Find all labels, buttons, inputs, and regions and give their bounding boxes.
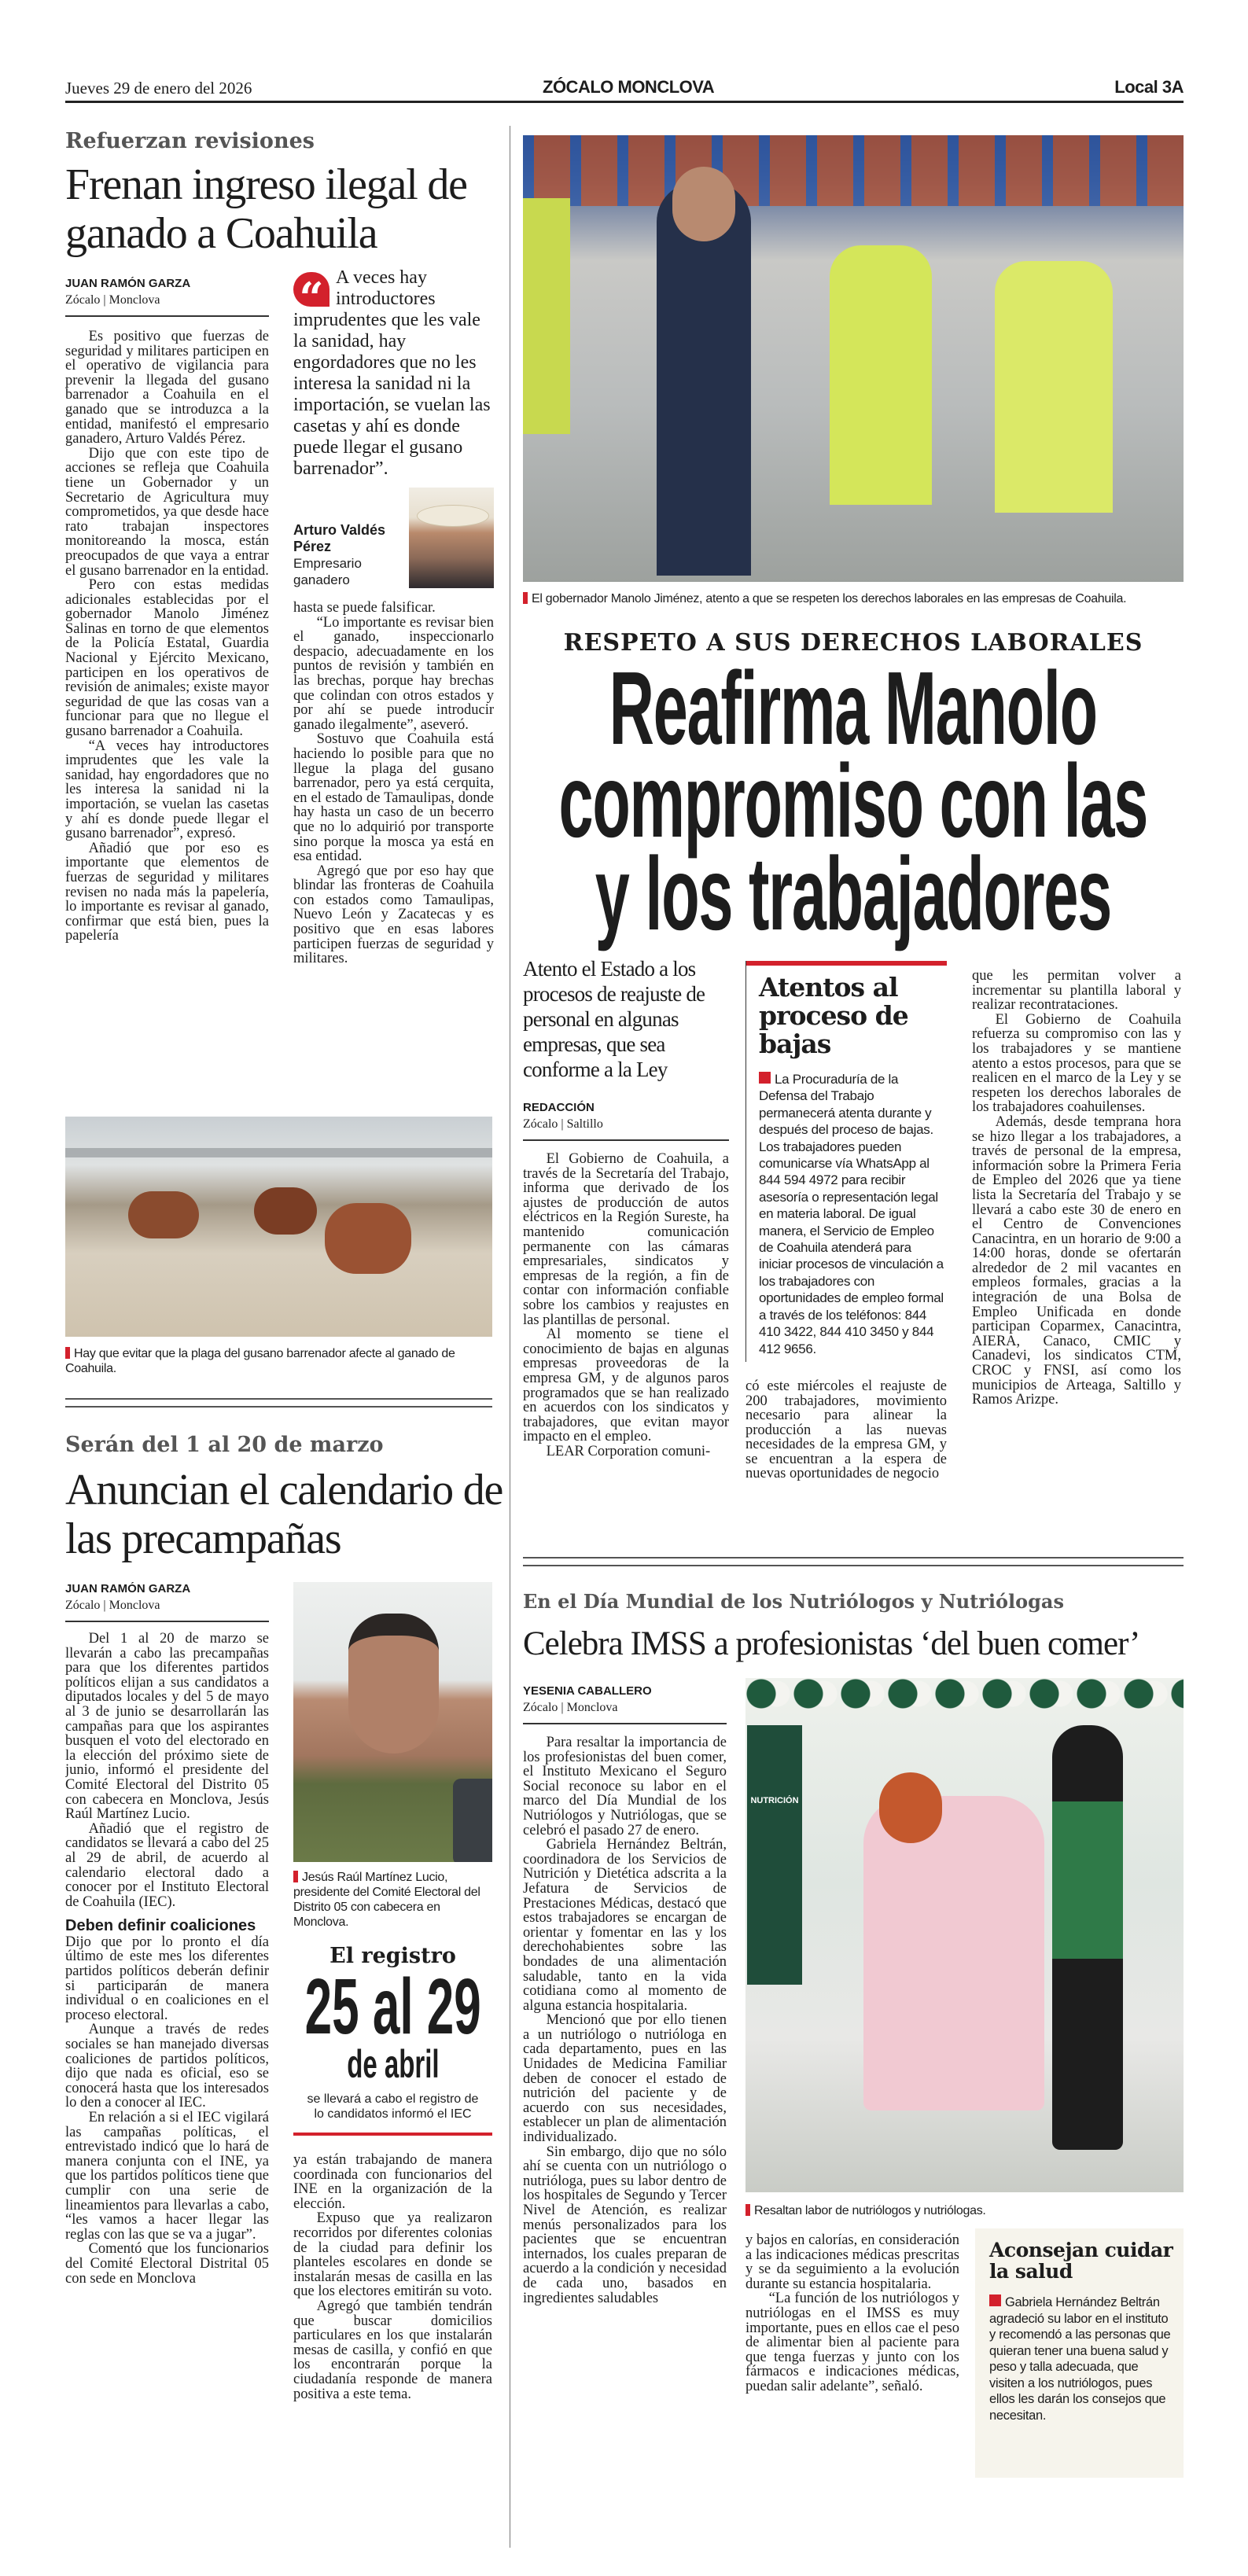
header-rule	[65, 101, 1184, 103]
quote-mark-icon: “	[293, 272, 329, 307]
bullet-square	[989, 2294, 1001, 2306]
column-b-stack	[293, 1582, 492, 2478]
paragraph-group	[65, 1632, 269, 1909]
paragraph: “A veces hay introductores imprudentes que les vale la sanidad, hay engordadores que no les interesa la sanidad ni la importación, se vuelan las casetas y ahí es donde puede llegar el gusano barrenador”, expresó.	[65, 738, 269, 842]
subheading: Deben definir coaliciones	[65, 1917, 256, 1935]
quote-attribution	[293, 522, 396, 588]
headline[interactable]: Frenan ingreso ilegal de ganado a Coahuila	[65, 160, 467, 258]
governor-figure	[657, 182, 751, 576]
paragraph: Pero con estas medidas adicionales establecidas por el gobernador Manolo Jiménez Salinas en torno de que elementos de la Policía Estatal, Guardia Nacional y Ejército Mexicano, participen en los operativos de revisión de animales; existe mayor seguridad de que las cosas van a funcionar para que no llegue el gusano barrenador a Coahuila.	[65, 577, 269, 740]
sidebar-title: Atentos al proceso de bajas	[759, 972, 908, 1059]
cow-shape	[128, 1191, 199, 1238]
paragraph: Del 1 al 20 de marzo se llevarán a cabo las precampañas para que los diferentes partidos políticos elijan a sus candidatos a diputados locales y del 5 de mayo al 3 de junio se desarrollarán las campañas para que los aspirantes busquen el voto del electorado en la elección del próximo siete de junio, informó el presidente del Comité Electoral del Distrito 05 con cabecera en Monclova, Jesús Raúl Martínez Lucio.	[65, 1631, 269, 1823]
caption-marker	[65, 1347, 70, 1359]
imss-banner	[747, 1725, 802, 1985]
worker-vest	[523, 198, 570, 434]
sidebar-body	[746, 1058, 947, 1357]
paragraph: hasta se puede falsificar.	[293, 600, 436, 616]
paragraph: ya están trabajando de manera coordinada con funcionarios del INE en la organización de la elección.	[293, 2152, 492, 2212]
edition-date: Jueves 29 de enero del 2026	[65, 79, 252, 98]
kicker: Refuerzan revisiones	[65, 129, 315, 153]
dateline: Zócalo | Monclova	[523, 1701, 618, 1714]
callout-text: se llevará a cabo el registro de lo candidatos informó el IEC	[307, 2092, 479, 2121]
callout-red-rule	[293, 2133, 492, 2136]
kicker: Serán del 1 al 20 de marzo	[65, 1433, 384, 1457]
byline	[523, 1684, 727, 1724]
paragraph: LEAR Corporation comuni-	[546, 1443, 711, 1459]
photo-cattle	[65, 1117, 492, 1337]
paragraph: Agregó que por eso hay que blindar las fronteras de Coahuila con estados como Tamaulipas, Nuevo León y Zacatecas y es positivo que en esas labores participen fuerzas de seguridad y militares.	[293, 863, 494, 967]
paragraph: Al momento se tiene el conocimiento de bajas en algunas empresas proveedoras de la empresa GM, y de algunos paros programados que se han realizado en acuerdos con los sindicatos y trabajadores, que evitan mayor impacto en el empleo.	[523, 1327, 729, 1445]
author: YESENIA CABALLERO	[523, 1684, 652, 1698]
photo-caption	[293, 1870, 492, 1930]
body-column-1	[523, 1152, 729, 1459]
photo-governor-workers	[523, 135, 1184, 582]
paragraph: Gabriela Hernández Beltrán, coordinadora de los Servicios de Nutrición y Dietética adscrita a la Jefatura de Servicios de Prestaciones Médicas, destacó que estos trabajadores se encargan de orientar y fomentar en las y los derechohabientes sobre las bondades de una alimentación saludable, tanto en la vida cotidiana como al momento de alguna estancia hospitalaria.	[523, 1837, 727, 2014]
fence-rail	[65, 1148, 492, 1157]
callout-big	[293, 1963, 492, 2051]
paragraph: Para resaltar la importancia de los profesionistas del buen comer, el Instituto Mexicano el Seguro Social reconoce su labor en el marco del Día Mundial de los Nutriólogos y Nutriólogas, que se celebró el pasado 27 de enero.	[523, 1735, 727, 1838]
balloon-garland	[745, 1678, 1184, 1709]
caption-marker	[745, 2204, 750, 2216]
paragraph: Sostuvo que Coahuila está haciendo lo posible para que no llegue la plaga del gusano barrenador, pero ya está cerquita, en el estado de Tamaulipas, donde hay hasta un caso de un becerro que no lo adquirió por transporte sino porque la mosca ya está en esa entidad.	[293, 731, 494, 865]
caption-marker	[523, 592, 528, 604]
paragraph: El Gobierno de Coahuila, a través de la Secretaría del Trabajo, informa que derivado de los ajustes de producción de autos eléctricos en la Región Sureste, ha mantenido comunicación permanente con las cámaras empresariales, sindicatos y empresas de la región, a fin de contar con información confiable sobre los cambios y reajustes en las plantillas de personal.	[523, 1151, 729, 1328]
kicker: RESPETO A SUS DERECHOS LABORALES	[563, 629, 1143, 657]
paragraph: El Gobierno de Coahuila refuerza su compromiso con las y los trabajadores y se mantiene atento a estos procesos, para que se realicen en el marco de la Ley y se respeten los derechos laborales de los trabajadores coahuilenses.	[972, 1011, 1181, 1116]
body-column-b	[293, 2153, 492, 2401]
quote-attribution-row	[293, 488, 494, 588]
photo-nutrition-module	[745, 1678, 1184, 2192]
callout-label: El registro	[329, 1944, 456, 1968]
section-double-rule	[523, 1557, 1184, 1566]
headline-line-text: compromiso con las	[558, 743, 1148, 859]
byline	[65, 277, 269, 317]
byline	[65, 1582, 269, 1622]
paragraph: “Lo importante es revisar bien el ganado, inspeccionarlo despacio, adecuadamente en los puntos de revisión y también en las brechas, porque hay brechas que colindan con otros estados y por ahí se puede introducir ganado ilegalmente”, aseveró.	[293, 614, 494, 733]
quote-role: Empresario ganadero	[293, 556, 362, 587]
pull-quote	[293, 267, 494, 480]
body-column-3	[972, 969, 1181, 1536]
face-shape	[348, 1614, 439, 1754]
photo-jesus-raul-martinez	[293, 1582, 492, 1862]
body-column-b	[293, 601, 494, 966]
column-2-stack	[745, 961, 947, 1536]
deck: Atento el Estado a los procesos de reajuste de personal en algunas empresas, que sea conforme a la Ley	[523, 957, 705, 1081]
microphone-phone	[453, 1779, 492, 1862]
sidebar-atentos	[745, 961, 947, 1362]
callout-sub-big-text: de abril	[346, 2042, 440, 2086]
paragraph: que les permitan volver a incrementar su plantilla laboral y realizar recontrataciones.	[972, 969, 1181, 1014]
dateline: Zócalo | Saltillo	[523, 1117, 603, 1131]
worker-vest	[830, 245, 932, 505]
caption-marker	[293, 1871, 298, 1882]
paragraph: Aunque a través de redes sociales se han manejado diversas coaliciones de partidos políticos, dijo que nada es oficial, eso se conocerá hasta que los interesados lo den a conocer al IEC.	[65, 2022, 269, 2111]
dateline: Zócalo | Monclova	[65, 293, 160, 307]
body-column-2	[745, 2233, 959, 2478]
photo-caption	[523, 591, 1184, 606]
headline-line-text: Reafirma Manolo	[609, 650, 1098, 766]
paragraph: Añadió que el registro de candidatos se llevará a cabo del 25 al 29 de abril, de acuerdo al calendario electoral dado a conocer por el Instituto Electoral de Coahuila (IEC).	[65, 1820, 269, 1910]
dateline: Zócalo | Monclova	[65, 1599, 160, 1612]
paragraph: Añadió que por eso es importante que elementos de fuerzas de seguridad y militares revisen no nada más la papelería, lo importante es revisar al ganado, confirmar que está bien, pues la papelería	[65, 840, 269, 944]
body-column-a	[65, 329, 269, 944]
sidebar-text: Gabriela Hernández Beltrán agradeció su labor en el instituto y recomendó a las personas que quieran tener una buena salud y peso y talla adecuada, que visiten a los nutriólogos, pues ellos les darán los consejos que necesitan.	[989, 2295, 1171, 2423]
warehouse-shelves	[523, 135, 1184, 206]
column-a-stack	[65, 277, 269, 1099]
quote-name: Arturo Valdés Pérez	[293, 522, 386, 554]
paragraph: Es positivo que fuerzas de seguridad y militares participen en el operativo de vigilancia para prevenir la llegada del gusano barrenador a Coahuila en el ganado que se introduzca a la entidad, manifestó el empresario ganadero, Arturo Valdés Pérez.	[65, 329, 269, 447]
column-a-stack	[65, 1582, 269, 2478]
caption-text: Resaltan labor de nutriólogos y nutriólogas.	[754, 2204, 986, 2217]
headline[interactable]: Anuncian el calendario de las precampañas	[65, 1466, 503, 1563]
body-column-2	[745, 1379, 947, 1481]
newspaper-name: ZÓCALO MONCLOVA	[543, 77, 715, 97]
column-b-stack	[293, 267, 494, 1099]
paragraph: Dijo que con este tipo de acciones se refleja que Coahuila tiene un Gobernador y un Secretario de Agricultura muy comprometidos, ya que desde hace rato trabajan inspectores monitoreando la mosca, están preocupados de que vaya a entrar el gusano barrenador en la entidad.	[65, 445, 269, 579]
caption-text: Hay que evitar que la plaga del gusano barrenador afecte al ganado de Coahuila.	[65, 1347, 455, 1375]
paragraph: Además, desde temprana hora se hizo llegar a los trabajadores, a través de personal de la empresa, información sobre la Primera Feria de Empleo del 2026 que ya tiene lista la Secretaría del Trabajo y se llevará a cabo este 30 de enero en el Centro de Convenciones Canacintra, en un horario de 9:00 a 14:00 horas, donde se ofertarán alrededor de 2 mil vacantes en empleos formales, gracias a la integración de una Bolsa de Empleo Unificada en donde participan Coparmex, Canacintra, AIERA, Canaco, CMIC y Canadevi, los sindicatos CTM, CROC y FNSI, así como los municipios de Arteaga, Saltillo y Ramos Arizpe.	[972, 1113, 1181, 1408]
paragraph: En relación a si el IEC vigilará las campañas políticas, el entrevistado indicó que lo hará de manera conjunta con el INE, ya que los partidos políticos tiene que cumplir con una serie de lineamientos para llevarlas a cabo, “les vamos a hacer llegar las reglas con las que se va a jugar”.	[65, 2110, 269, 2243]
section-double-rule	[65, 1398, 492, 1408]
date-callout	[293, 1944, 492, 2136]
caption-text: El gobernador Manolo Jiménez, atento a que se respeten los derechos laborales en las empresas de Coahuila.	[532, 592, 1127, 605]
headline-line-text: y los trabajadores	[595, 836, 1112, 951]
author: JUAN RAMÓN GARZA	[65, 277, 191, 290]
sidebar-title: Aconsejan cuidar la salud	[989, 2239, 1173, 2283]
hat-shape	[417, 505, 489, 527]
headline-line	[523, 743, 1184, 859]
caption-text: Jesús Raúl Martínez Lucio, presidente del Comité Electoral del Distrito 05 con cabecera en Monclova.	[293, 1871, 480, 1929]
paragraph: Sin embargo, dijo que no sólo ahí se cuenta con un nutriólogo o nutrióloga, pues su labor dentro de los hospitales de Segundo y Tercer Nivel de Atención, es realizar menús personalizados para los pacientes que se encuentran internados, los cuales preparan de acuerdo a la condición y necesidad de cada uno, basados en ingredientes saludables	[523, 2144, 727, 2306]
portrait-arturo-valdes	[409, 488, 494, 588]
cow-shape	[325, 1203, 411, 1274]
author: JUAN RAMÓN GARZA	[65, 1582, 191, 1595]
paragraph: Expuso que ya realizaron recorridos por diferentes colonias de la ciudad para definir los planteles escolares en donde se instalarán mesas de casilla en las que los electores emitirán su voto.	[293, 2210, 492, 2300]
byline-rule	[65, 315, 269, 317]
column-1-stack	[523, 1684, 727, 2478]
nutritionist-figure	[863, 1796, 1044, 2110]
paragraph: Dijo que por lo pronto el día último de este mes los diferentes partidos políticos deberán definir si participarán de manera individual o en coaliciones en el proceso electoral.	[65, 1934, 269, 2023]
byline	[523, 1101, 729, 1141]
patient-figure	[1052, 1725, 1123, 2150]
body-column-1	[523, 1735, 727, 2306]
headline-line	[523, 836, 1184, 951]
headline-line	[523, 650, 1184, 766]
paragraph: y bajos en calorías, en consideración a las indicaciones médicas prescritas y se da seguimiento a la evolución durante su estancia hospitalaria.	[745, 2233, 959, 2292]
column-1-stack	[523, 956, 729, 1536]
section-page: Local 3A	[1114, 77, 1184, 97]
photo-caption	[65, 1346, 492, 1376]
headline[interactable]	[523, 650, 1184, 951]
pull-quote-text: A veces hay introductores imprudentes que les vale la sanidad, hay engordadores que no les interesa la sanidad ni la importación, se vuelan las casetas y ahí es donde puede llegar el gusano barrenador”.	[293, 267, 491, 479]
paragraph-group	[65, 1935, 269, 2286]
cow-shape	[254, 1187, 317, 1235]
kicker: En el Día Mundial de los Nutriólogos y Nutriólogas	[523, 1590, 1064, 1613]
byline-rule	[523, 1723, 727, 1724]
headline[interactable]: Celebra IMSS a profesionistas ‘del buen comer’	[523, 1625, 1140, 1662]
author: REDACCIÓN	[523, 1101, 595, 1114]
paragraph: Comentó que los funcionarios del Comité Electoral Distrital 05 con sede en Monclova	[65, 2241, 269, 2287]
nutritionist-hair	[879, 1772, 942, 1843]
body-column-a	[65, 1632, 269, 2286]
governor-head	[672, 167, 735, 241]
sidebar-text: La Procuraduría de la Defensa del Trabajo permanecerá atenta durante y después del proceso de bajas. Los trabajadores pueden comunicarse vía WhatsApp al 844 594 4972 para recibir asesoría o representación legal en materia laboral. De igual manera, el Servicio de Empleo de Coahuila atenderá para iniciar procesos de vinculación a los trabajadores con oportunidades de empleo formal a través de los teléfonos: 844 410 3422, 844 410 3450 y 844 412 9656.	[759, 1072, 944, 1356]
callout-big-text: 25 al 29	[304, 1963, 481, 2051]
paragraph: có este miércoles el reajuste de 200 trabajadores, movimiento necesario para alinear la producción a las nuevas necesidades de la empresa GM, y se encuentran a la espera de nuevas oportunidades de negocio	[745, 1378, 947, 1482]
paragraph: Agregó que también tendrán que buscar domicilios particulares en los que instalarán mesas de casilla, y confió en que los encontrarán porque la ciudadanía responde de manera positiva a este tema.	[293, 2298, 492, 2402]
bullet-square	[759, 1072, 771, 1084]
paragraph: “La función de los nutriólogos y nutriólogas en el IMSS es muy importante, pues en ellos cae el peso de alimentar bien al paciente para que tenga fuerzas y junto con los fármacos e indicaciones médicas, puedan salir adelante”, señaló.	[745, 2291, 959, 2394]
banner-sign: NUTRICIÓN	[750, 1796, 799, 1805]
photo-caption	[745, 2203, 1184, 2218]
paragraph: Mencionó que por ello tienen a un nutriólogo o nutrióloga en cada departamento, pues en las Unidades de Medicina Familiar deben de conocer el estado de nutrición del paciente y de acuerdo con sus necesidades, establecer un plan de alimentación individualizado.	[523, 2012, 727, 2146]
worker-vest	[995, 261, 1113, 513]
byline-rule	[65, 1621, 269, 1622]
sidebar-aconsejan	[975, 2228, 1184, 2478]
sidebar-body	[975, 2282, 1184, 2423]
byline-rule	[523, 1139, 729, 1141]
